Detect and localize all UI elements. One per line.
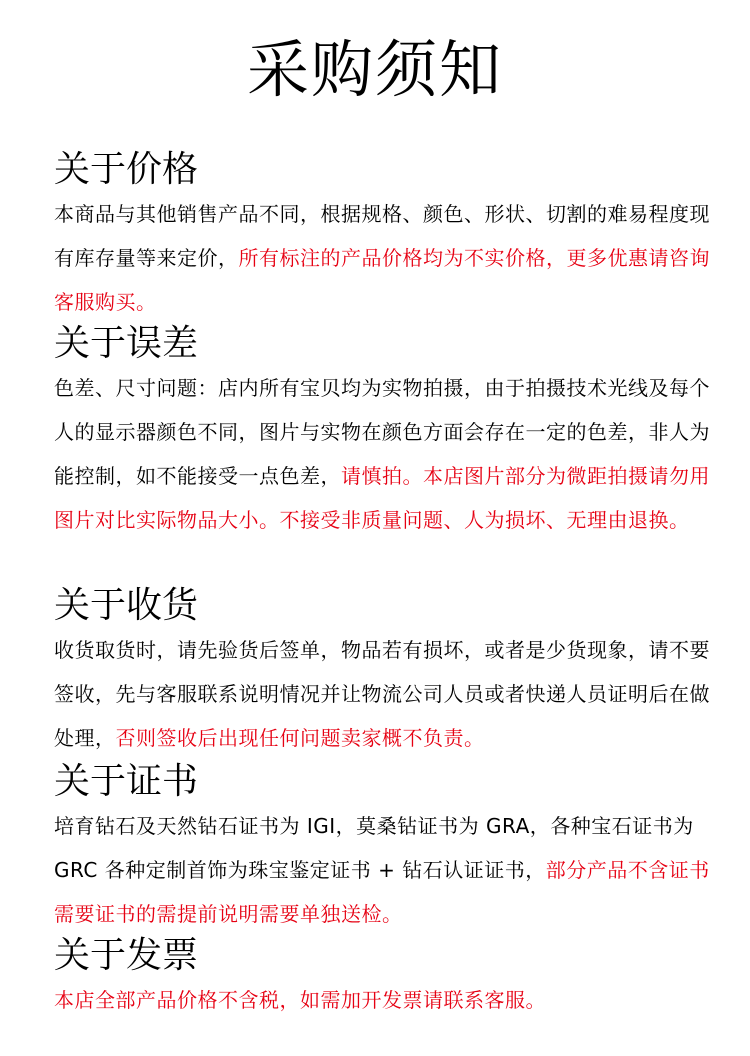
section-body [54, 628, 724, 760]
section-heading: 关于发票 [54, 935, 199, 976]
highlight-text: 部分产品不含证书需要证书的需提前说明需要单独送检。 [54, 858, 710, 926]
section-heading: 关于收货 [54, 585, 199, 626]
highlight-text: 所有标注的产品价格均为不实价格，更多优惠请咨询客服购买。 [54, 246, 710, 314]
section-heading: 关于误差 [54, 323, 199, 364]
highlight-text: 否则签收后出现任何问题卖家概不负责。 [115, 726, 485, 750]
page-title: 采购须知 [246, 33, 503, 106]
section-heading: 关于价格 [54, 149, 199, 190]
body-text: 培育钻石及天然钻石证书为 IGI，莫桑钻证书为 GRA，各种宝石证书为 GRC 各种定制首饰为珠宝鉴定证书 + 钻石认证证书， [54, 814, 694, 882]
body-text: 收货取货时，请先验货后签单，物品若有损坏，或者是少货现象，请不要签收，先与客服联系说明情况并让物流公司人员或者快递人员证明后在做处理， [54, 638, 710, 750]
section-body [54, 804, 724, 936]
section-invoice [54, 934, 724, 1022]
section-body [54, 192, 724, 324]
section-body [54, 366, 724, 542]
section-delivery [54, 584, 724, 760]
body-text: 本商品与其他销售产品不同，根据规格、颜色、形状、切割的难易程度现有库存量等来定价， [54, 202, 710, 270]
highlight-text: 本店全部产品价格不含税，如需加开发票请联系客服。 [54, 988, 546, 1012]
section-heading: 关于证书 [54, 761, 199, 802]
section-price [54, 148, 724, 324]
section-error [54, 322, 724, 542]
section-certificate [54, 760, 724, 936]
body-text: 色差、尺寸问题：店内所有宝贝均为实物拍摄，由于拍摄技术光线及每个人的显示器颜色不同，图片与实物在颜色方面会存在一定的色差，非人为能控制，如不能接受一点色差， [54, 376, 710, 488]
highlight-text: 请慎拍。本店图片部分为微距拍摄请勿用图片对比实际物品大小。不接受非质量问题、人为损坏、无理由退换。 [54, 464, 710, 532]
section-body [54, 978, 724, 1022]
